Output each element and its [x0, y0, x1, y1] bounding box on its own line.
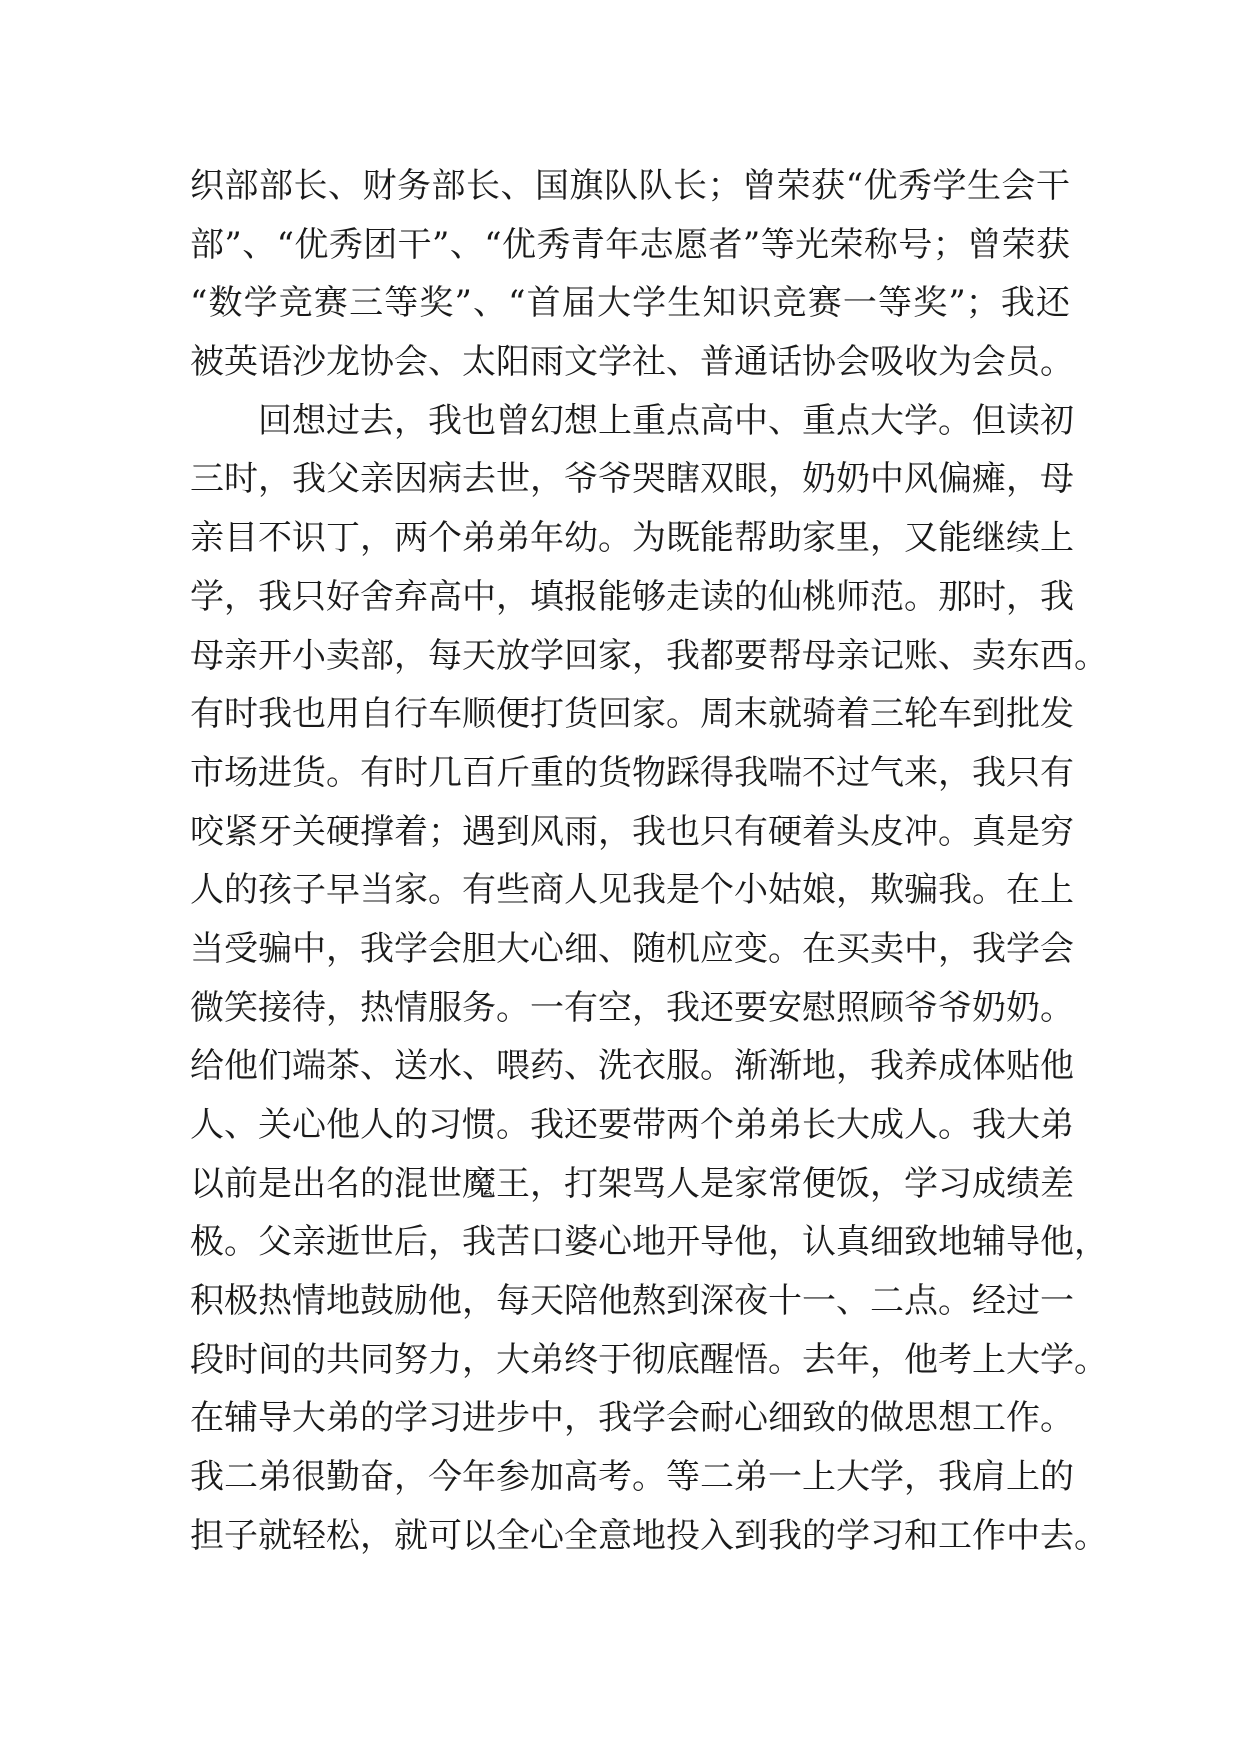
paragraph-line: “数学竞赛三等奖”、“首届大学生知识竞赛一等奖”；我还 — [190, 283, 1070, 324]
paragraph-line: 被英语沙龙协会、太阳雨文学社、普通话协会吸收为会员。 — [190, 342, 1074, 383]
paragraph-2 — [190, 392, 1108, 1566]
paragraph-line: 积极热情地鼓励他，每天陪他熬到深夜十一、二点。经过一 — [190, 1281, 1074, 1322]
paragraph-line: 市场进货。有时几百斤重的货物踩得我喘不过气来，我只有 — [190, 752, 1074, 793]
document-body — [190, 157, 1108, 1566]
paragraph-line: 亲目不识丁，两个弟弟年幼。为既能帮助家里，又能继续上 — [190, 518, 1074, 559]
paragraph-line: 在辅导大弟的学习进步中，我学会耐心细致的做思想工作。 — [190, 1398, 1074, 1439]
paragraph-line: 段时间的共同努力，大弟终于彻底醒悟。去年，他考上大学。 — [190, 1339, 1108, 1380]
paragraph-line: 极。父亲逝世后，我苦口婆心地开导他，认真细致地辅导他， — [190, 1222, 1108, 1263]
paragraph-line: 微笑接待，热情服务。一有空，我还要安慰照顾爷爷奶奶。 — [190, 987, 1074, 1028]
paragraph-line: 母亲开小卖部，每天放学回家，我都要帮母亲记账、卖东西。 — [190, 635, 1108, 676]
paragraph-line: 回想过去，我也曾幻想上重点高中、重点大学。但读初 — [258, 400, 1074, 441]
paragraph-line: 给他们端茶、送水、喂药、洗衣服。渐渐地，我养成体贴他 — [190, 1046, 1074, 1087]
paragraph-line: 我二弟很勤奋，今年参加高考。等二弟一上大学，我肩上的 — [190, 1457, 1074, 1498]
paragraph-line: 学，我只好舍弃高中，填报能够走读的仙桃师范。那时，我 — [190, 576, 1074, 617]
paragraph-line: 织部部长、财务部长、国旗队队长；曾荣获“优秀学生会干 — [190, 166, 1070, 206]
paragraph-line: 咬紧牙关硬撑着；遇到风雨，我也只有硬着头皮冲。真是穷 — [190, 811, 1074, 852]
paragraph-line: 人的孩子早当家。有些商人见我是个小姑娘，欺骗我。在上 — [190, 870, 1074, 911]
paragraph-line: 人、关心他人的习惯。我还要带两个弟弟长大成人。我大弟 — [190, 1105, 1074, 1145]
paragraph-line: 部”、“优秀团干”、“优秀青年志愿者”等光荣称号；曾荣获 — [190, 224, 1070, 265]
paragraph-line: 担子就轻松，就可以全心全意地投入到我的学习和工作中去。 — [190, 1515, 1108, 1556]
paragraph-line: 以前是出名的混世魔王，打架骂人是家常便饭，学习成绩差 — [190, 1163, 1074, 1204]
paragraph-line: 三时，我父亲因病去世，爷爷哭瞎双眼，奶奶中风偏瘫，母 — [190, 459, 1074, 500]
paragraph-1 — [190, 157, 1074, 392]
paragraph-line: 当受骗中，我学会胆大心细、随机应变。在买卖中，我学会 — [190, 928, 1074, 969]
paragraph-line: 有时我也用自行车顺便打货回家。周末就骑着三轮车到批发 — [190, 694, 1074, 735]
